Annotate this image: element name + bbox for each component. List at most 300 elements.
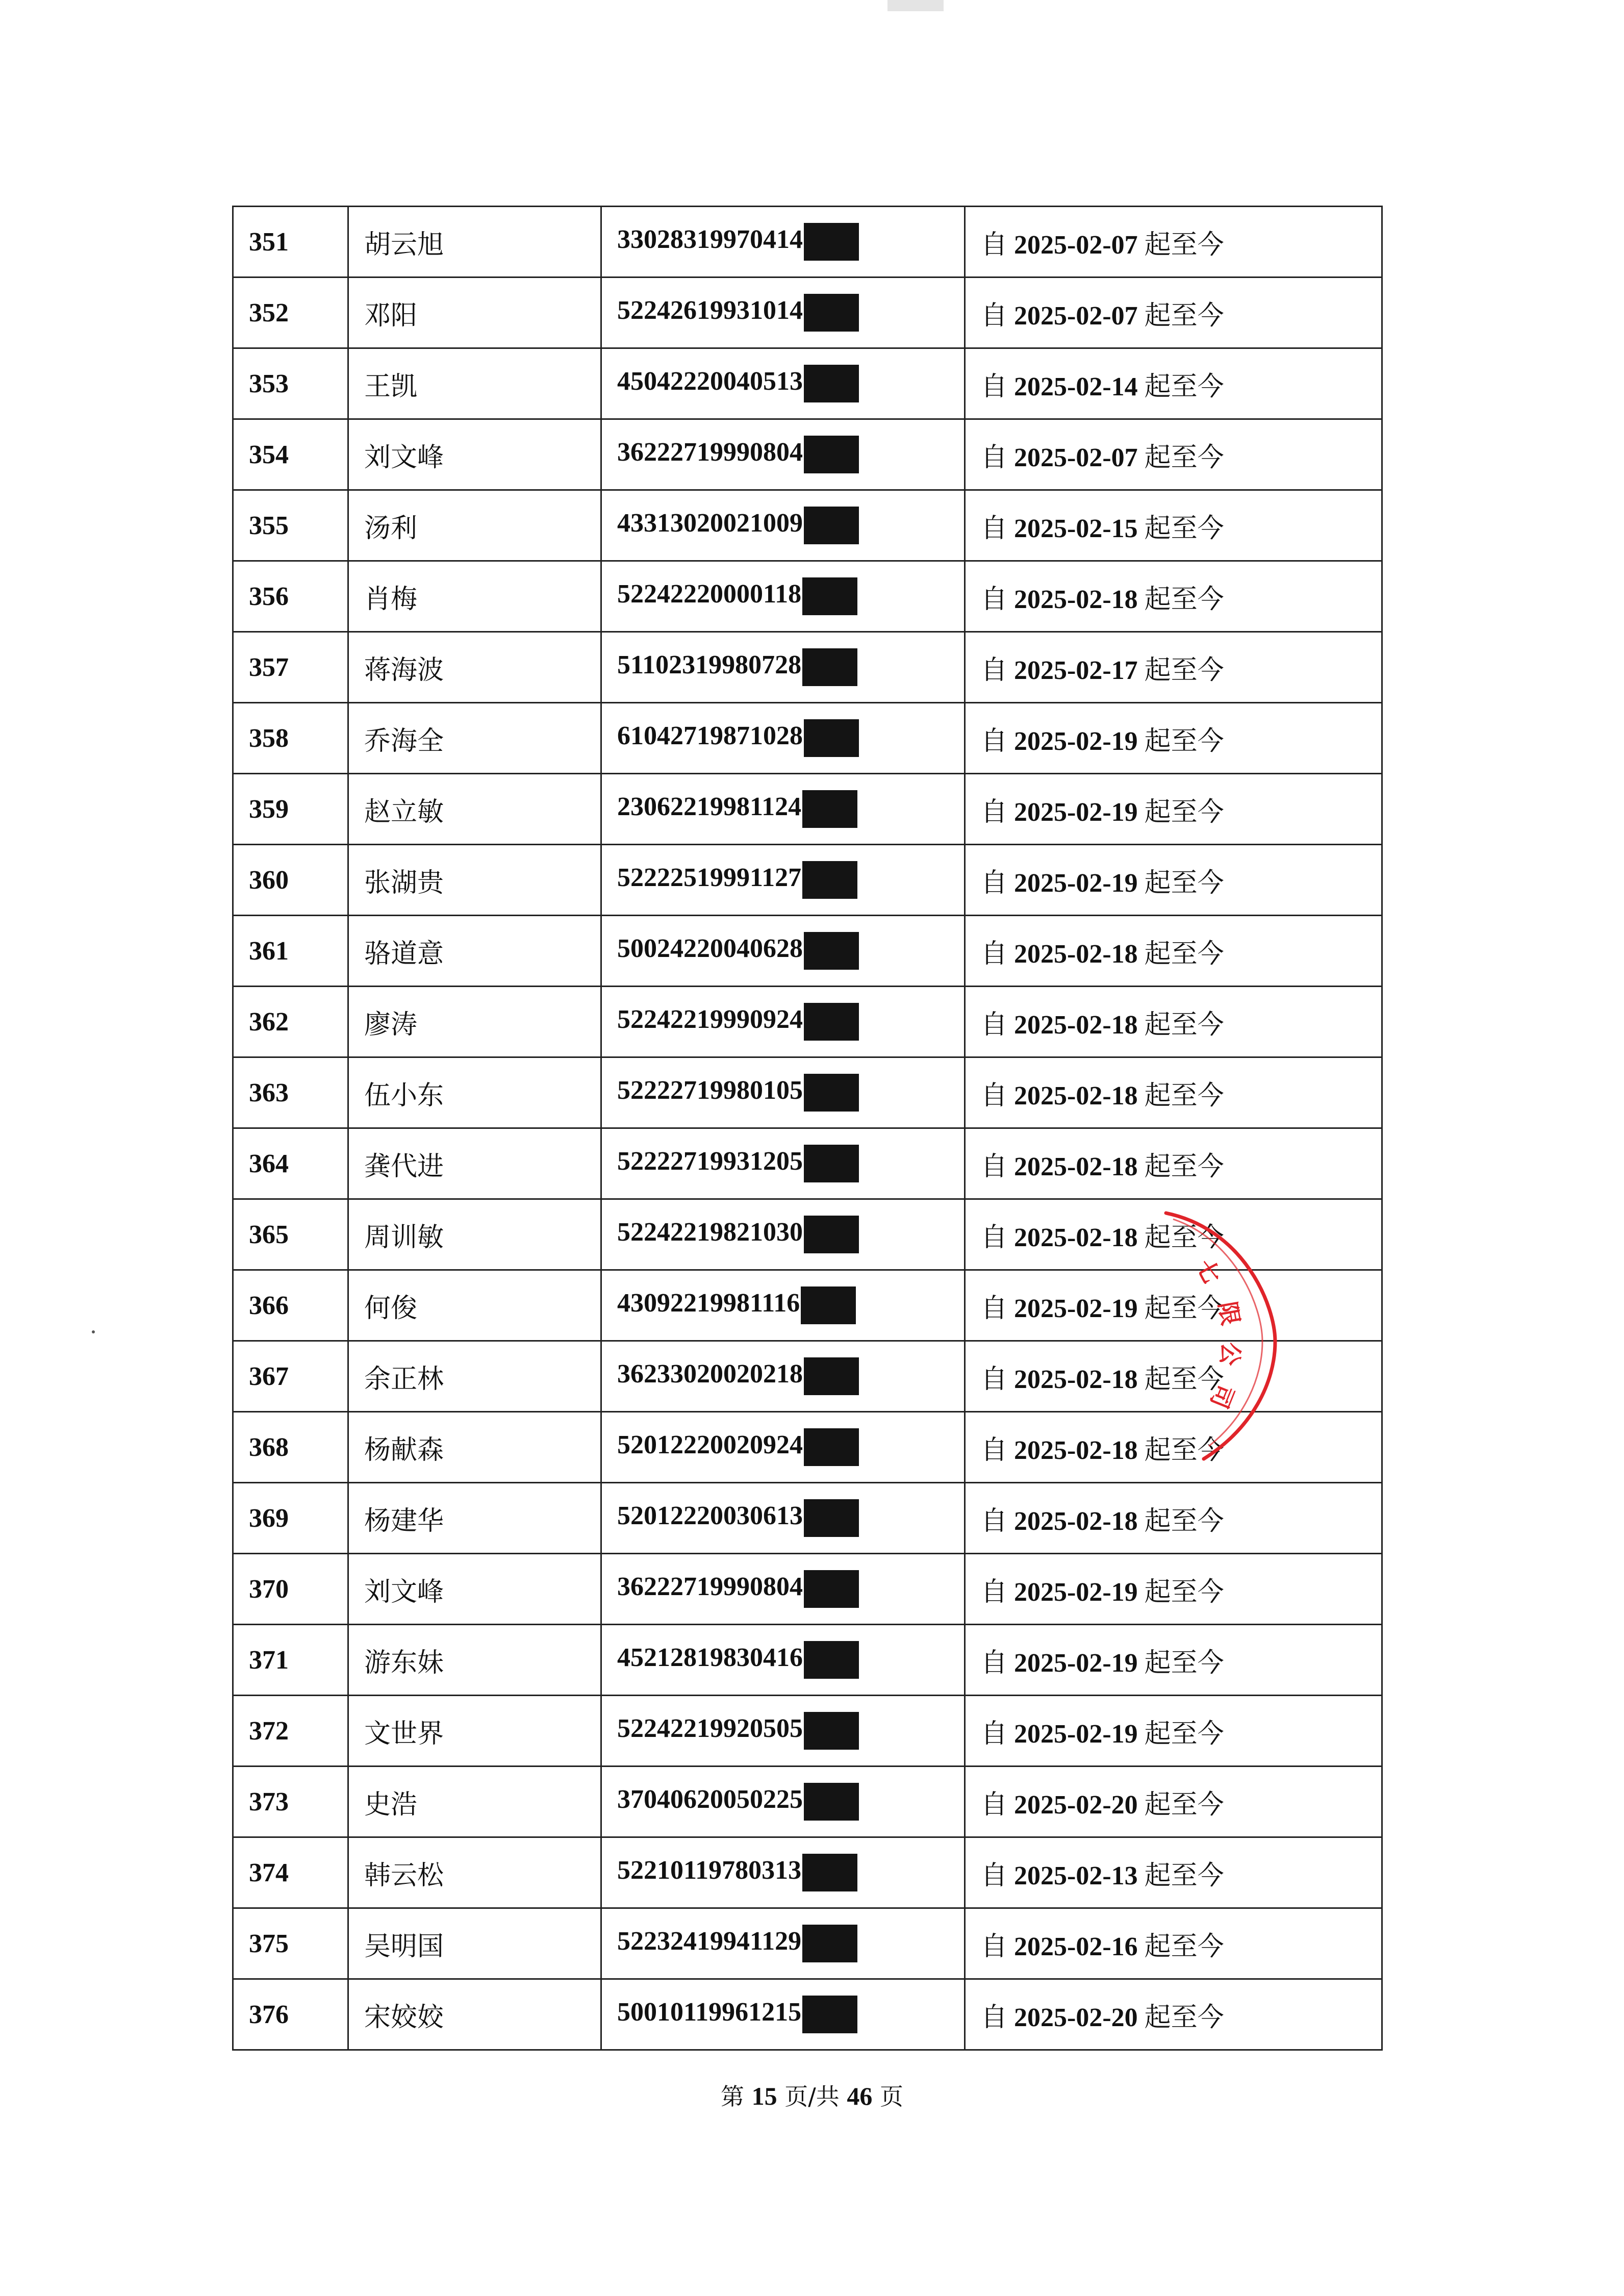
row-number bbox=[233, 1483, 348, 1554]
seal-char-1: 七 bbox=[1190, 1254, 1226, 1289]
id-number-wrap bbox=[617, 1216, 859, 1253]
period-suffix: 起至今 bbox=[1144, 938, 1224, 969]
table-row bbox=[233, 207, 1382, 277]
person-name bbox=[348, 632, 601, 703]
row-number bbox=[233, 632, 348, 703]
period-prefix: 自 bbox=[981, 1364, 1008, 1395]
redaction-block bbox=[804, 1428, 859, 1466]
id-number-wrap bbox=[617, 577, 857, 615]
id-number bbox=[601, 1341, 965, 1412]
row-number-text: 361 bbox=[249, 936, 289, 966]
period-suffix: 起至今 bbox=[1144, 513, 1224, 544]
period-prefix: 自 bbox=[981, 1647, 1008, 1678]
period-start-date: 2025-02-07 bbox=[1014, 301, 1138, 331]
employment-period bbox=[965, 1554, 1382, 1625]
person-name bbox=[348, 277, 601, 348]
period-prefix: 自 bbox=[981, 584, 1008, 615]
period-prefix: 自 bbox=[981, 1931, 1008, 1962]
row-number-text: 376 bbox=[249, 2000, 289, 2029]
period-suffix: 起至今 bbox=[1144, 796, 1224, 827]
row-number bbox=[233, 845, 348, 916]
row-number bbox=[233, 490, 348, 561]
row-number bbox=[233, 1270, 348, 1341]
redaction-block bbox=[804, 1499, 859, 1537]
row-number-text: 363 bbox=[249, 1078, 289, 1107]
employment-period bbox=[965, 561, 1382, 632]
person-name bbox=[348, 1270, 601, 1341]
person-name-text: 杨献森 bbox=[364, 1434, 444, 1466]
row-number bbox=[233, 1837, 348, 1908]
id-number bbox=[601, 632, 965, 703]
id-number-text: 43092219981116 bbox=[617, 1288, 800, 1318]
id-number bbox=[601, 845, 965, 916]
person-name-text: 余正林 bbox=[364, 1364, 444, 1395]
employment-period bbox=[965, 1057, 1382, 1128]
id-number-wrap bbox=[617, 1003, 859, 1041]
person-name bbox=[348, 207, 601, 277]
period-prefix: 自 bbox=[981, 1789, 1008, 1820]
period-start-date: 2025-02-19 bbox=[1014, 1577, 1138, 1607]
person-name bbox=[348, 1554, 601, 1625]
redaction-block bbox=[801, 1286, 856, 1324]
id-number-wrap bbox=[617, 365, 859, 402]
period-suffix: 起至今 bbox=[1144, 371, 1224, 402]
period-prefix: 自 bbox=[981, 867, 1008, 898]
person-name-text: 邓阳 bbox=[364, 300, 418, 331]
period-start-date: 2025-02-13 bbox=[1014, 1861, 1138, 1890]
redaction-block bbox=[804, 294, 859, 332]
id-number bbox=[601, 916, 965, 987]
employment-period bbox=[965, 1908, 1382, 1979]
employment-period bbox=[965, 1483, 1382, 1554]
period-prefix: 自 bbox=[981, 229, 1008, 260]
period-suffix: 起至今 bbox=[1144, 1505, 1224, 1536]
period-start-date: 2025-02-18 bbox=[1014, 1223, 1138, 1252]
period-start-date: 2025-02-17 bbox=[1014, 655, 1138, 685]
id-number-wrap bbox=[617, 1641, 859, 1679]
id-number bbox=[601, 1979, 965, 2050]
person-name-text: 史浩 bbox=[364, 1789, 418, 1820]
table-row bbox=[233, 916, 1382, 987]
table-body bbox=[233, 207, 1382, 2050]
redaction-block bbox=[804, 1641, 859, 1679]
period-suffix: 起至今 bbox=[1144, 725, 1224, 756]
row-number-text: 371 bbox=[249, 1645, 289, 1675]
id-number bbox=[601, 561, 965, 632]
row-number-text: 370 bbox=[249, 1574, 289, 1604]
period-suffix: 起至今 bbox=[1144, 1151, 1224, 1182]
period-start-date: 2025-02-19 bbox=[1014, 1294, 1138, 1323]
period-prefix: 自 bbox=[981, 1293, 1008, 1324]
redaction-block bbox=[802, 1925, 857, 1962]
person-name bbox=[348, 490, 601, 561]
employment-period bbox=[965, 987, 1382, 1057]
table-row bbox=[233, 1908, 1382, 1979]
redaction-block bbox=[802, 577, 857, 615]
row-number-text: 355 bbox=[249, 511, 289, 540]
period-start-date: 2025-02-18 bbox=[1014, 939, 1138, 969]
person-name bbox=[348, 1908, 601, 1979]
id-number-wrap bbox=[617, 1357, 859, 1395]
period-suffix: 起至今 bbox=[1144, 1860, 1224, 1891]
period-suffix: 起至今 bbox=[1144, 867, 1224, 898]
row-number-text: 367 bbox=[249, 1361, 289, 1391]
seal-char-4: 司 bbox=[1205, 1380, 1239, 1412]
row-number bbox=[233, 1696, 348, 1767]
id-number bbox=[601, 1696, 965, 1767]
person-name bbox=[348, 1696, 601, 1767]
row-number-text: 374 bbox=[249, 1858, 289, 1887]
period-start-date: 2025-02-20 bbox=[1014, 1790, 1138, 1820]
footer-middle: 页/共 bbox=[784, 2083, 840, 2110]
row-number-text: 372 bbox=[249, 1716, 289, 1746]
row-number-text: 358 bbox=[249, 723, 289, 753]
id-number-text: 52012220020924 bbox=[617, 1430, 803, 1459]
employment-period bbox=[965, 1696, 1382, 1767]
person-name bbox=[348, 703, 601, 774]
id-number bbox=[601, 277, 965, 348]
id-number bbox=[601, 1483, 965, 1554]
period-suffix: 起至今 bbox=[1144, 654, 1224, 686]
person-name-text: 蒋海波 bbox=[364, 654, 444, 686]
person-name-text: 吴明国 bbox=[364, 1931, 444, 1962]
row-number-text: 353 bbox=[249, 369, 289, 398]
period-suffix: 起至今 bbox=[1144, 2002, 1224, 2033]
scan-speck bbox=[92, 1330, 95, 1333]
row-number-text: 373 bbox=[249, 1787, 289, 1816]
period-start-date: 2025-02-18 bbox=[1014, 1365, 1138, 1394]
row-number-text: 359 bbox=[249, 794, 289, 824]
id-number-wrap bbox=[617, 1428, 859, 1466]
row-number-text: 354 bbox=[249, 440, 289, 469]
period-start-date: 2025-02-15 bbox=[1014, 514, 1138, 543]
person-name-text: 伍小东 bbox=[364, 1080, 444, 1111]
seal-char-3: 公 bbox=[1215, 1341, 1245, 1367]
row-number bbox=[233, 277, 348, 348]
id-number bbox=[601, 490, 965, 561]
table-row bbox=[233, 987, 1382, 1057]
period-suffix: 起至今 bbox=[1144, 1647, 1224, 1678]
id-number bbox=[601, 207, 965, 277]
person-name bbox=[348, 1767, 601, 1837]
id-number bbox=[601, 1270, 965, 1341]
row-number-text: 356 bbox=[249, 582, 289, 611]
id-number-text: 52242219920505 bbox=[617, 1713, 803, 1743]
row-number-text: 375 bbox=[249, 1929, 289, 1958]
id-number-wrap bbox=[617, 436, 859, 473]
redaction-block bbox=[804, 507, 859, 544]
redaction-block bbox=[802, 1854, 857, 1891]
person-name-text: 肖梅 bbox=[364, 584, 418, 615]
employment-period bbox=[965, 277, 1382, 348]
id-number-text: 52242220000118 bbox=[617, 579, 802, 609]
person-name-text: 游东妹 bbox=[364, 1647, 444, 1678]
id-number-text: 52012220030613 bbox=[617, 1501, 803, 1530]
id-number-wrap bbox=[617, 1145, 859, 1182]
person-name bbox=[348, 987, 601, 1057]
period-suffix: 起至今 bbox=[1144, 1789, 1224, 1820]
period-suffix: 起至今 bbox=[1144, 229, 1224, 260]
row-number bbox=[233, 916, 348, 987]
id-number-text: 52222719931205 bbox=[617, 1146, 803, 1176]
person-name-text: 刘文峰 bbox=[364, 1576, 444, 1607]
period-start-date: 2025-02-18 bbox=[1014, 1152, 1138, 1181]
id-number-text: 36222719990804 bbox=[617, 1572, 803, 1601]
id-number-text: 37040620050225 bbox=[617, 1784, 803, 1814]
period-start-date: 2025-02-18 bbox=[1014, 1081, 1138, 1111]
row-number-text: 366 bbox=[249, 1291, 289, 1320]
person-name-text: 龚代进 bbox=[364, 1151, 444, 1182]
id-number-wrap bbox=[617, 648, 857, 686]
table-row bbox=[233, 845, 1382, 916]
period-start-date: 2025-02-19 bbox=[1014, 1648, 1138, 1678]
person-name-text: 刘文峰 bbox=[364, 442, 444, 473]
id-number bbox=[601, 1908, 965, 1979]
period-suffix: 起至今 bbox=[1144, 1293, 1224, 1324]
period-prefix: 自 bbox=[981, 796, 1008, 827]
footer-total-pages: 46 bbox=[847, 2082, 873, 2110]
id-number-text: 52242619931014 bbox=[617, 295, 803, 325]
table-row bbox=[233, 348, 1382, 419]
table-row bbox=[233, 1837, 1382, 1908]
table-row bbox=[233, 419, 1382, 490]
period-start-date: 2025-02-18 bbox=[1014, 1435, 1138, 1465]
id-number bbox=[601, 348, 965, 419]
employment-period bbox=[965, 1767, 1382, 1837]
row-number bbox=[233, 774, 348, 845]
period-start-date: 2025-02-18 bbox=[1014, 585, 1138, 614]
row-number bbox=[233, 1908, 348, 1979]
id-number-wrap bbox=[617, 1925, 857, 1962]
period-prefix: 自 bbox=[981, 1080, 1008, 1111]
table-row bbox=[233, 632, 1382, 703]
person-name-text: 胡云旭 bbox=[364, 229, 444, 260]
row-number bbox=[233, 1341, 348, 1412]
id-number bbox=[601, 703, 965, 774]
redaction-block bbox=[802, 648, 857, 686]
personnel-table bbox=[232, 206, 1383, 2051]
row-number bbox=[233, 1057, 348, 1128]
table-row bbox=[233, 1979, 1382, 2050]
id-number-text: 52222519991127 bbox=[617, 863, 802, 892]
row-number-text: 365 bbox=[249, 1220, 289, 1249]
id-number-wrap bbox=[617, 932, 859, 970]
id-number-text: 52222719980105 bbox=[617, 1075, 803, 1105]
id-number bbox=[601, 1625, 965, 1696]
id-number-wrap bbox=[617, 1996, 857, 2033]
period-prefix: 自 bbox=[981, 442, 1008, 473]
person-name-text: 张湖贵 bbox=[364, 867, 444, 898]
redaction-block bbox=[802, 1996, 857, 2033]
person-name-text: 廖涛 bbox=[364, 1009, 418, 1040]
person-name bbox=[348, 348, 601, 419]
id-number-text: 50024220040628 bbox=[617, 933, 803, 963]
period-prefix: 自 bbox=[981, 1151, 1008, 1182]
person-name bbox=[348, 419, 601, 490]
period-start-date: 2025-02-14 bbox=[1014, 372, 1138, 401]
person-name bbox=[348, 1483, 601, 1554]
employment-period bbox=[965, 845, 1382, 916]
person-name-text: 杨建华 bbox=[364, 1505, 444, 1536]
id-number-text: 43313020021009 bbox=[617, 508, 803, 538]
id-number-wrap bbox=[617, 223, 859, 261]
redaction-block bbox=[804, 1074, 859, 1112]
id-number-text: 36233020020218 bbox=[617, 1359, 803, 1389]
row-number bbox=[233, 1554, 348, 1625]
row-number bbox=[233, 703, 348, 774]
period-prefix: 自 bbox=[981, 1860, 1008, 1891]
table-row bbox=[233, 1057, 1382, 1128]
period-suffix: 起至今 bbox=[1144, 584, 1224, 615]
period-prefix: 自 bbox=[981, 1222, 1008, 1253]
table-row bbox=[233, 1767, 1382, 1837]
row-number-text: 362 bbox=[249, 1007, 289, 1037]
person-name-text: 周训敏 bbox=[364, 1222, 444, 1253]
period-prefix: 自 bbox=[981, 1434, 1008, 1466]
id-number bbox=[601, 1554, 965, 1625]
person-name bbox=[348, 1837, 601, 1908]
person-name-text: 赵立敏 bbox=[364, 796, 444, 827]
table-row bbox=[233, 277, 1382, 348]
footer-suffix: 页 bbox=[880, 2083, 903, 2110]
employment-period bbox=[965, 703, 1382, 774]
period-prefix: 自 bbox=[981, 725, 1008, 756]
period-prefix: 自 bbox=[981, 938, 1008, 969]
row-number bbox=[233, 1625, 348, 1696]
redaction-block bbox=[804, 1216, 859, 1253]
id-number bbox=[601, 987, 965, 1057]
id-number-wrap bbox=[617, 861, 857, 899]
period-start-date: 2025-02-18 bbox=[1014, 1010, 1138, 1040]
period-prefix: 自 bbox=[981, 513, 1008, 544]
footer-prefix: 第 bbox=[721, 2083, 744, 2110]
row-number bbox=[233, 207, 348, 277]
id-number bbox=[601, 1767, 965, 1837]
person-name-text: 乔海全 bbox=[364, 725, 444, 756]
period-prefix: 自 bbox=[981, 1505, 1008, 1536]
company-seal bbox=[1163, 1189, 1336, 1474]
id-number-text: 33028319970414 bbox=[617, 224, 803, 254]
redaction-block bbox=[804, 932, 859, 970]
redaction-block bbox=[802, 861, 857, 899]
person-name bbox=[348, 1979, 601, 2050]
person-name-text: 王凯 bbox=[364, 371, 418, 402]
employment-period bbox=[965, 348, 1382, 419]
period-start-date: 2025-02-18 bbox=[1014, 1506, 1138, 1536]
period-suffix: 起至今 bbox=[1144, 1718, 1224, 1749]
table-row bbox=[233, 490, 1382, 561]
id-number-text: 50010119961215 bbox=[617, 1997, 802, 2027]
id-number-wrap bbox=[617, 1570, 859, 1608]
row-number-text: 369 bbox=[249, 1503, 289, 1533]
person-name bbox=[348, 1199, 601, 1270]
id-number-wrap bbox=[617, 1854, 857, 1891]
period-suffix: 起至今 bbox=[1144, 300, 1224, 331]
employment-period bbox=[965, 1979, 1382, 2050]
id-number bbox=[601, 774, 965, 845]
id-number-text: 61042719871028 bbox=[617, 721, 803, 750]
seal-char-2: 限 bbox=[1213, 1299, 1245, 1328]
redaction-block bbox=[804, 1003, 859, 1041]
row-number bbox=[233, 561, 348, 632]
id-number-text: 45212819830416 bbox=[617, 1643, 803, 1672]
period-suffix: 起至今 bbox=[1144, 1009, 1224, 1040]
table-row bbox=[233, 1554, 1382, 1625]
person-name-text: 文世界 bbox=[364, 1718, 444, 1749]
person-name bbox=[348, 1057, 601, 1128]
id-number-wrap bbox=[617, 719, 859, 757]
person-name bbox=[348, 916, 601, 987]
redaction-block bbox=[804, 1357, 859, 1395]
row-number bbox=[233, 1412, 348, 1483]
person-name bbox=[348, 774, 601, 845]
period-start-date: 2025-02-19 bbox=[1014, 868, 1138, 898]
employment-period bbox=[965, 632, 1382, 703]
table-row bbox=[233, 1696, 1382, 1767]
period-suffix: 起至今 bbox=[1144, 1222, 1224, 1253]
person-name-text: 宋姣姣 bbox=[364, 2002, 444, 2033]
period-prefix: 自 bbox=[981, 371, 1008, 402]
person-name-text: 韩云松 bbox=[364, 1860, 444, 1891]
id-number-wrap bbox=[617, 1783, 859, 1821]
id-number-text: 23062219981124 bbox=[617, 792, 802, 821]
redaction-block bbox=[804, 1783, 859, 1821]
period-start-date: 2025-02-19 bbox=[1014, 797, 1138, 827]
redaction-block bbox=[804, 365, 859, 402]
person-name-text: 何俊 bbox=[364, 1293, 418, 1324]
period-suffix: 起至今 bbox=[1144, 1434, 1224, 1466]
row-number bbox=[233, 987, 348, 1057]
page-footer bbox=[0, 2078, 1624, 2112]
id-number bbox=[601, 1412, 965, 1483]
scan-artifact bbox=[887, 0, 944, 11]
redaction-block bbox=[802, 790, 857, 828]
footer-current-page: 15 bbox=[751, 2082, 777, 2110]
employment-period bbox=[965, 916, 1382, 987]
row-number-text: 357 bbox=[249, 652, 289, 682]
period-start-date: 2025-02-19 bbox=[1014, 1719, 1138, 1749]
table-row bbox=[233, 1625, 1382, 1696]
period-start-date: 2025-02-20 bbox=[1014, 2003, 1138, 2032]
table-row bbox=[233, 703, 1382, 774]
employment-period bbox=[965, 207, 1382, 277]
person-name bbox=[348, 1625, 601, 1696]
id-number-wrap bbox=[617, 294, 859, 332]
id-number bbox=[601, 419, 965, 490]
redaction-block bbox=[804, 223, 859, 261]
id-number-wrap bbox=[617, 1286, 856, 1324]
period-suffix: 起至今 bbox=[1144, 442, 1224, 473]
period-prefix: 自 bbox=[981, 1576, 1008, 1607]
employment-period bbox=[965, 490, 1382, 561]
id-number-text: 52242219821030 bbox=[617, 1217, 803, 1247]
id-number-wrap bbox=[617, 1712, 859, 1750]
table-row bbox=[233, 1483, 1382, 1554]
redaction-block bbox=[804, 1145, 859, 1182]
row-number bbox=[233, 419, 348, 490]
id-number-text: 51102319980728 bbox=[617, 650, 802, 679]
id-number bbox=[601, 1057, 965, 1128]
period-prefix: 自 bbox=[981, 1009, 1008, 1040]
person-name bbox=[348, 1412, 601, 1483]
person-name bbox=[348, 1341, 601, 1412]
period-suffix: 起至今 bbox=[1144, 1080, 1224, 1111]
period-prefix: 自 bbox=[981, 300, 1008, 331]
person-name bbox=[348, 561, 601, 632]
id-number-wrap bbox=[617, 507, 859, 544]
redaction-block bbox=[804, 719, 859, 757]
id-number-wrap bbox=[617, 1074, 859, 1112]
